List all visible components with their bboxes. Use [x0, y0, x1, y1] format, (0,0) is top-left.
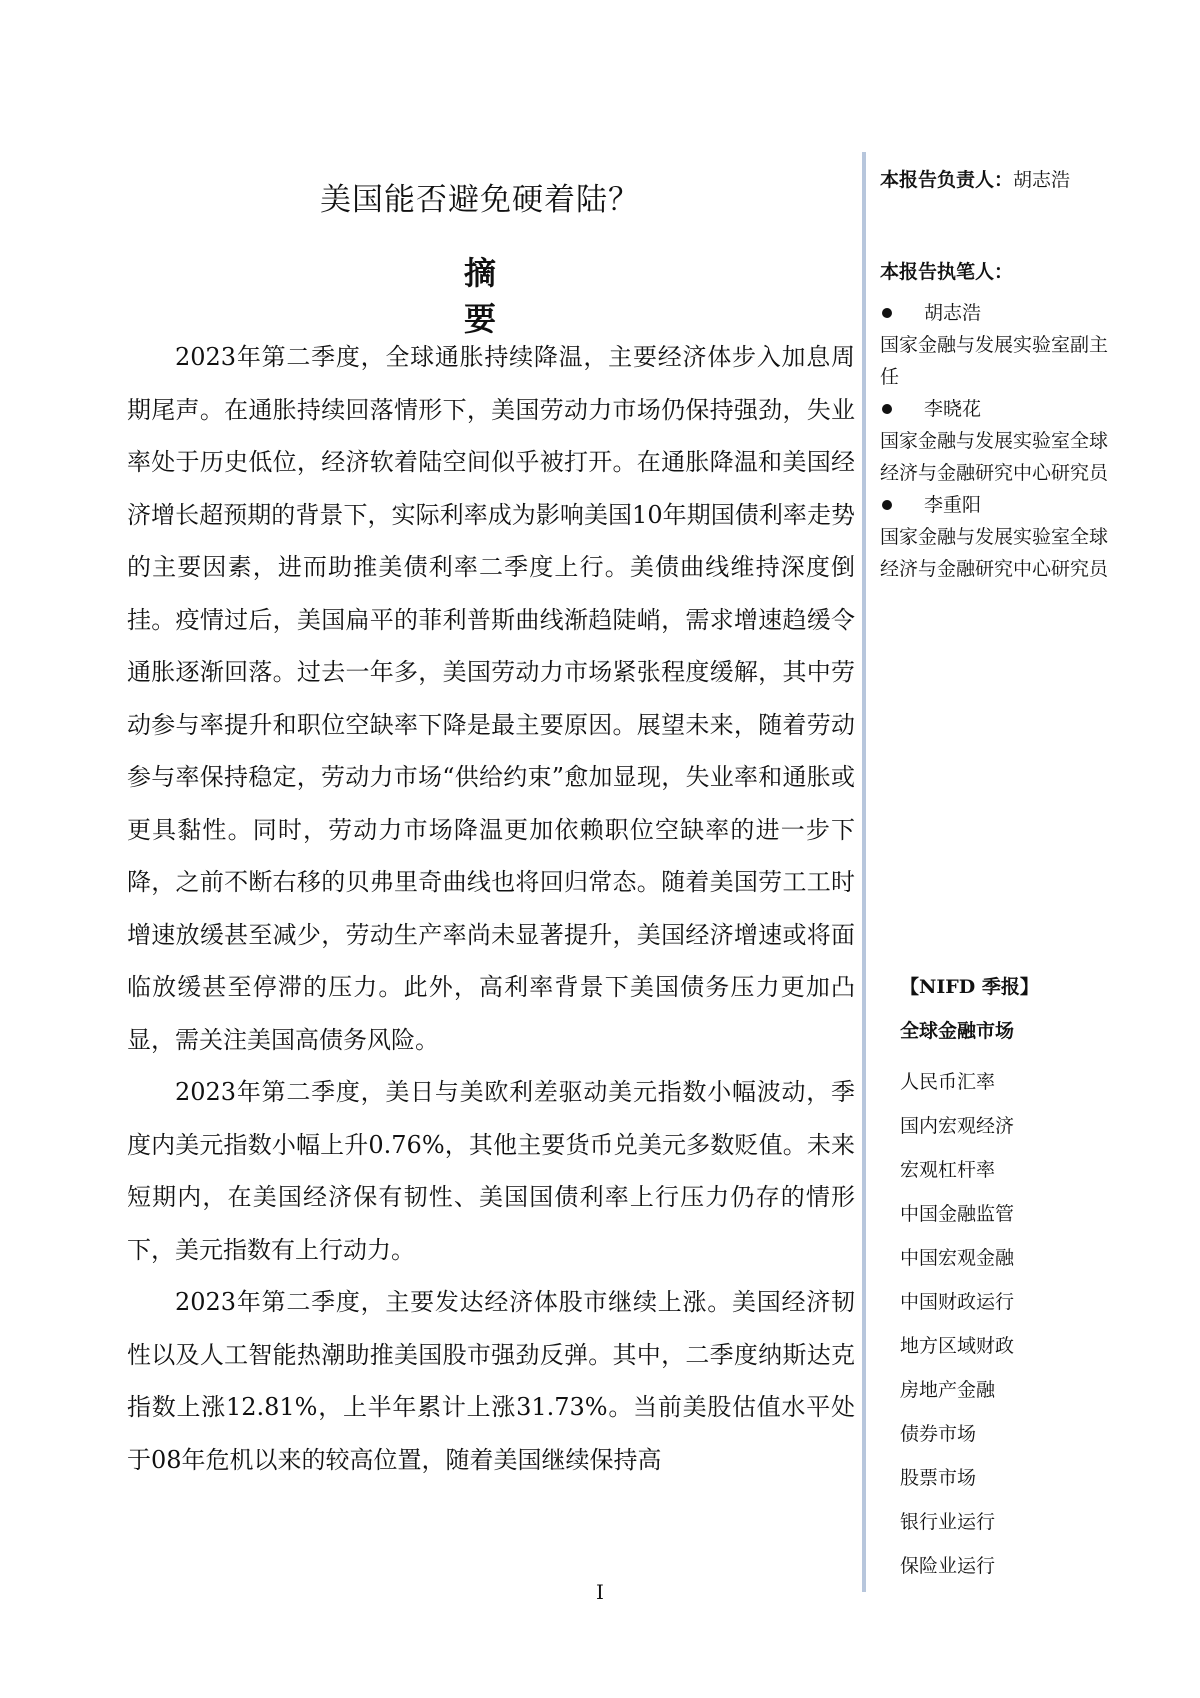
authors-heading: 本报告执笔人： [880, 261, 1014, 283]
author-list [880, 297, 1110, 585]
author-affiliation: 国家金融与发展实验室副主任 [880, 334, 1109, 388]
series-list-item: 保险业运行 [900, 1555, 996, 1577]
abstract-paragraph-1: 2023年第二季度，全球通胀持续降温，主要经济体步入加息周期尾声。在通胀持续回落情形下，美国劳动力市场仍保持强劲，失业率处于历史低位，经济软着陆空间似乎被打开。在通胀降温和美国经济增长超预期的背景下，实际利率成为影响美国10年期国债利率走势的主要因素，进而助推美债利率二季度上行。美债曲线维持深度倒挂。疫情过后，美国扁平的菲利普斯曲线渐趋陡峭，需求增速趋缓令通胀逐渐回落。过去一年多，美国劳动力市场紧张程度缓解，其中劳动参与率提升和职位空缺率下降是最主要原因。展望未来，随着劳动参与率保持稳定，劳动力市场“供给约束”愈加显现，失业率和通胀或更具黏性。同时，劳动力市场降温更加依赖职位空缺率的进一步下降，之前不断右移的贝弗里奇曲线也将回归常态。随着美国劳工工时增速放缓甚至减少，劳动生产率尚未显著提升，美国经济增速或将面临放缓甚至停滞的压力。此外，高利率背景下美国债务压力更加凸显，需关注美国高债务风险。 [127, 343, 855, 1054]
series-list-item: 中国金融监管 [900, 1203, 1015, 1225]
bullet-icon [882, 500, 892, 510]
series-title: 全球金融市场 [900, 1020, 1015, 1042]
series-list-item: 房地产金融 [900, 1379, 996, 1401]
bullet-icon [882, 308, 892, 318]
series-list-item: 地方区域财政 [900, 1335, 1015, 1357]
author-entry [880, 297, 1110, 329]
bullet-icon [882, 404, 892, 414]
abstract-paragraph-3: 2023年第二季度，主要发达经济体股市继续上涨。美国经济韧性以及人工智能热潮助推美国股市强劲反弹。其中，二季度纳斯达克指数上涨12.81%，上半年累计上涨31.73%。当前美股估值水平处于08年危机以来的较高位置，随着美国继续保持高 [127, 1288, 855, 1474]
series-list-item: 人民币汇率 [900, 1071, 996, 1093]
series-list-item: 宏观杠杆率 [900, 1159, 996, 1181]
series-list-item: 中国宏观金融 [900, 1247, 1015, 1269]
column-divider [862, 152, 866, 1592]
responsible-person [880, 165, 1070, 192]
abstract-body [127, 331, 855, 1486]
author-entry [880, 489, 1110, 521]
responsible-label: 本报告负责人： [880, 169, 1014, 191]
abstract-paragraph-2: 2023年第二季度，美日与美欧利差驱动美元指数小幅波动，季度内美元指数小幅上升0.76%，其他主要货币兑美元多数贬值。未来短期内，在美国经济保有韧性、美国国债利率上行压力仍存的情形下，美元指数有上行动力。 [127, 1078, 855, 1264]
abstract-heading: 摘 要 [463, 254, 536, 338]
author-entry [880, 393, 1110, 425]
author-affiliation: 国家金融与发展实验室全球经济与金融研究中心研究员 [880, 430, 1109, 484]
author-name: 李晓花 [924, 398, 982, 420]
page-number: I [596, 1580, 604, 1604]
author-name: 胡志浩 [924, 302, 982, 324]
series-list-item: 银行业运行 [900, 1511, 996, 1533]
series-list-item: 中国财政运行 [900, 1291, 1015, 1313]
series-list-item: 股票市场 [900, 1467, 977, 1489]
series-list [900, 1060, 1014, 1588]
series-tag: 【NIFD 季报】 [900, 976, 1039, 998]
series-list-item: 债券市场 [900, 1423, 977, 1445]
author-affiliation: 国家金融与发展实验室全球经济与金融研究中心研究员 [880, 526, 1109, 580]
responsible-name: 胡志浩 [1013, 169, 1071, 191]
page-title: 美国能否避免硬着陆？ [320, 182, 640, 218]
author-name: 李重阳 [924, 494, 982, 516]
series-list-item: 国内宏观经济 [900, 1115, 1015, 1137]
